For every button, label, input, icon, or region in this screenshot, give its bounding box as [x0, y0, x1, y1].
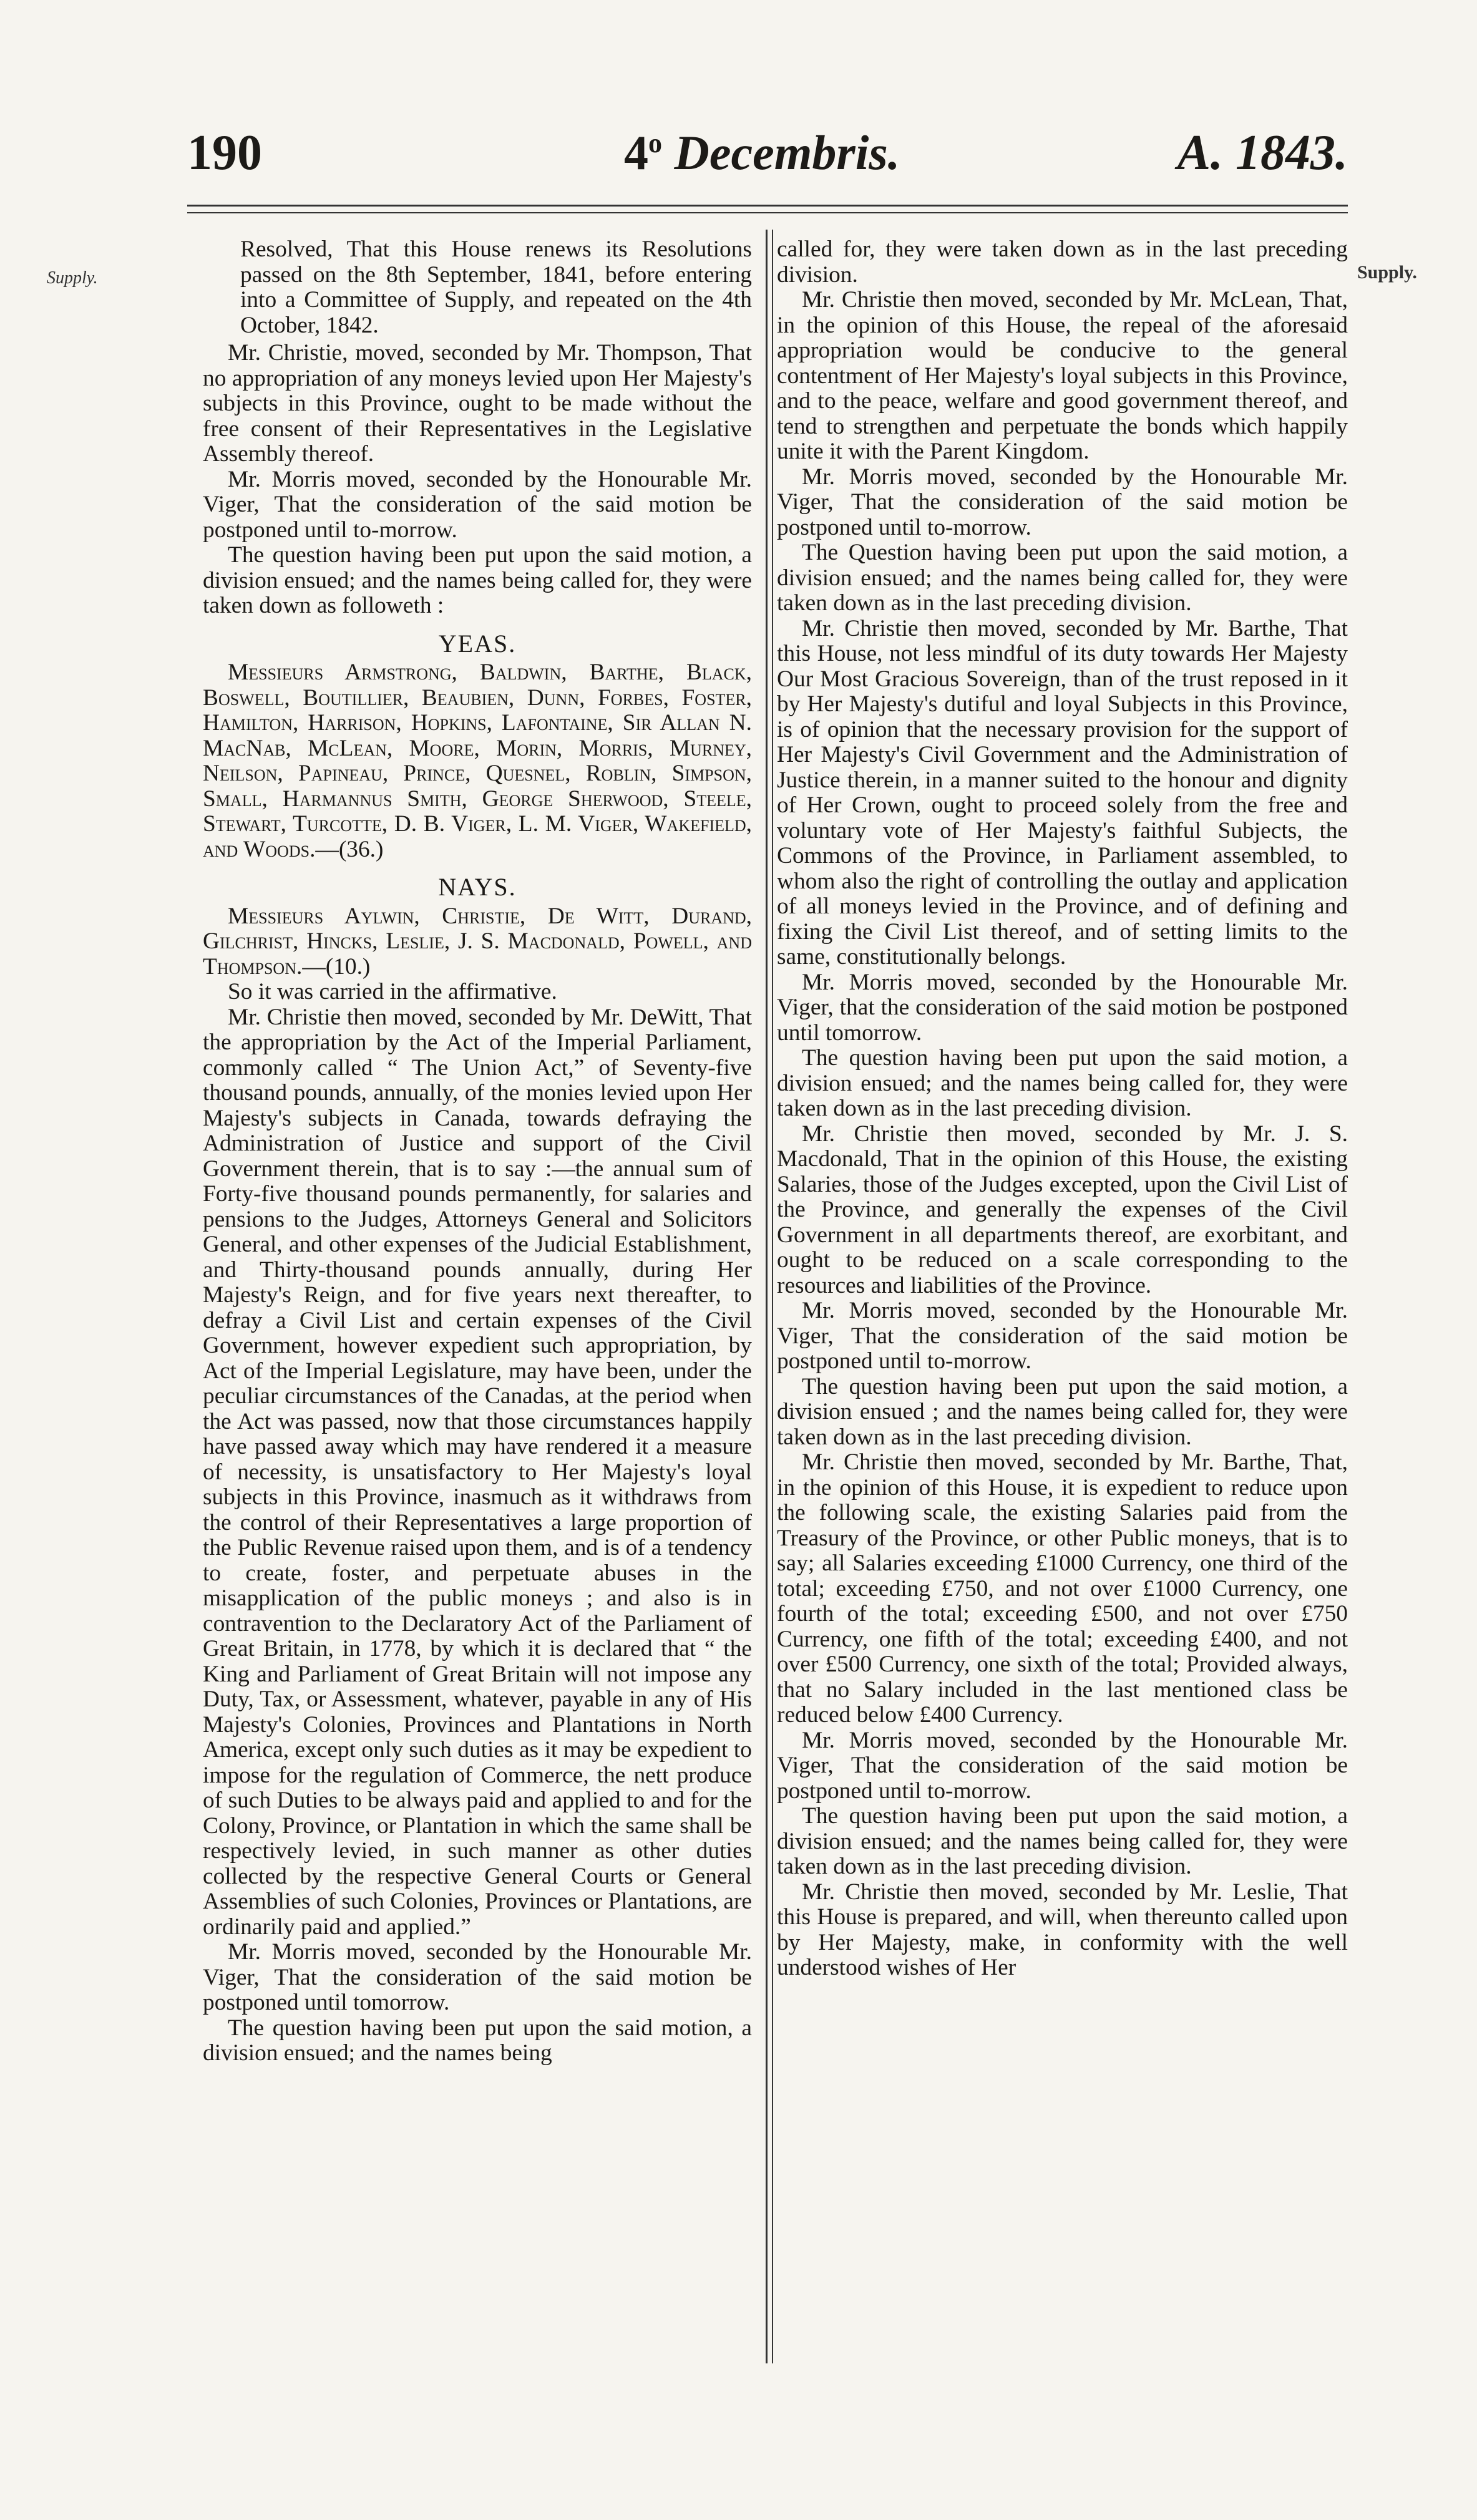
division-paragraph: The Question having been put upon the said motion, a division ensued; and the names being called for, they were taken down as in the last preceding division.: [777, 540, 1348, 616]
motion-paragraph: Mr. Christie then moved, seconded by Mr. J. S. Macdonald, That in the opinion of this House, the existing Salaries, those of the Judges excepted, upon the Civil List of the Province, and generally the expenses of the Civil Government in all departments thereof, are exorbitant, and ought to be reduced on a scale corresponding to the resources and liabilities of the Province.: [777, 1121, 1348, 1298]
postpone-paragraph: Mr. Morris moved, seconded by the Honourable Mr. Viger, That the consideration of the said motion be postponed until to-morrow.: [777, 464, 1348, 540]
date-title: [624, 125, 900, 181]
division-paragraph: The question having been put upon the said motion, a division ensued ; and the names being called for, they were taken down as in the last preceding division.: [777, 1373, 1348, 1450]
date-day: 4: [624, 125, 648, 180]
right-column: [777, 237, 1348, 1981]
motion-paragraph: Mr. Christie then moved, seconded by Mr. Barthe, That, in the opinion of this House, it is expedient to reduce upon the following scale, the existing Salaries paid from the Treasury of the Province, or other Public moneys, that is to say; all Salaries exceeding £1000 Currency, one third of the total; exceeding £750, and not over £1000 Currency, one fourth of the total; exceeding £500, and not over £750 Currency, one fifth of the total; exceeding £400, and not over £500 Currency, one sixth of the total; Provided always, that no Salary included in the last mentioned class be reduced below £400 Currency.: [777, 1449, 1348, 1728]
continuation-paragraph: called for, they were taken down as in the last preceding division.: [777, 236, 1348, 288]
postpone-paragraph: Mr. Morris moved, seconded by the Honourable Mr. Viger, That the consideration of the said motion be postponed until to-morrow.: [777, 1298, 1348, 1374]
margin-note-left: Supply.: [47, 268, 98, 288]
yeas-list: Messieurs Armstrong, Baldwin, Barthe, Black, Boswell, Boutillier, Beaubien, Dunn, Forbes, Foster, Hamilton, Harrison, Hopkins, Lafontaine, Sir Allan N. MacNab, McLean, Moore, Morin, Morris, Murney, Neilson, Papineau, Prince, Quesnel, Roblin, Simpson, Small, Harmannus Smith, George Sherwood, Steele, Stewart, Turcotte, D. B. Viger, L. M. Viger, Wakefield, and Woods.—(36.): [203, 659, 752, 862]
motion-paragraph: Mr. Christie then moved, seconded by Mr. DeWitt, That the appropriation by the Act of the Imperial Parliament, commonly called “ The Union Act,” of Seventy-five thousand pounds, annually, of the monies levied upon Her Majesty's subjects in Canada, towards defraying the Administration of Justice and support of the Civil Government therein, that is to say :—the annual sum of Forty-five thousand pounds permanently, for salaries and pensions to the Judges, Attorneys General and Solicitors General, and other expenses of the Judicial Establishment, and Thirty-thousand pounds annually, during Her Majesty's Reign, and for five years next thereafter, to defray a Civil List and certain expenses of the Civil Government, however expedient such appropriation, by Act of the Imperial Legislature, may have been, under the peculiar circumstances of the Canadas, at the period when the Act was passed, now that those circumstances happily have passed away which may have rendered it a measure of necessity, is unsatisfactory to Her Majesty's loyal subjects in this Province, inasmuch as it withdraws from the control of their Representatives a large proportion of the Public Revenue raised upon them, and is of a tendency to create, foster, and perpetuate abuses in the misapplication of the public moneys ; and also is in contravention to the Declaratory Act of the Parliament of Great Britain, in 1778, by which it is declared that “ the King and Parliament of Great Britain will not impose any Duty, Tax, or Assessment, whatever, payable in any of His Majesty's Colonies, Provinces and Plantations in North America, except only such duties as it may be expedient to impose for the regulation of Commerce, the nett produce of such Duties to be always paid and applied to and for the Colony, Province, or Plantation in which the same shall be respectively levied, in such manner as other duties collected by the respective General Courts or General Assemblies of such Colonies, Provinces or Plantations, are ordinarily paid and applied.”: [203, 1004, 752, 1940]
postpone-paragraph: Mr. Morris moved, seconded by the Honourable Mr. Viger, That the consideration of the said motion be postponed until to-morrow.: [203, 466, 752, 543]
motion-paragraph: Mr. Christie then moved, seconded by Mr. Barthe, That this House, not less mindful of its duty towards Her Majesty Our Most Gracious Sovereign, than of the trust reposed in it by Her Majesty's dutiful and loyal Subjects in this Province, is of opinion that the necessary provision for the support of Her Majesty's Civil Government and the Administration of Justice therein, in a manner suited to the honour and dignity of Her Crown, ought to proceed solely from the free and voluntary vote of Her Majesty's faithful Subjects, the Commons of the Province, in Parliament assembled, to whom also the right of controlling the outlay and application of all moneys levied in the Province, and of defining and fixing the Civil List thereof, and of setting limits to the same, constitutionally belongs.: [777, 615, 1348, 970]
date-day-suffix: o: [648, 128, 662, 158]
division-paragraph: The question having been put upon the said motion, a division ensued; and the names being called for, they were taken down as followeth :: [203, 542, 752, 618]
postpone-paragraph: Mr. Morris moved, seconded by the Honourable Mr. Viger, that the consideration of the said motion be postponed until tomorrow.: [777, 969, 1348, 1046]
yeas-heading: YEAS.: [438, 629, 517, 658]
postpone-paragraph: Mr. Morris moved, seconded by the Honourable Mr. Viger, That the consideration of the said motion be postponed until to-morrow.: [777, 1727, 1348, 1804]
header-rule: [187, 205, 1348, 207]
resolution-paragraph: Resolved, That this House renews its Resolutions passed on the 8th September, 1841, before entering into a Committee of Supply, and repeated on the 4th October, 1842.: [240, 236, 752, 338]
left-column: [203, 237, 752, 2066]
date-month: Decembris.: [674, 125, 900, 180]
page-number: 190: [187, 125, 262, 180]
motion-paragraph: Mr. Christie then moved, seconded by Mr. Leslie, That this House is prepared, and will, when thereunto called upon by Her Majesty, make, in conformity with the well understood wishes of Her: [777, 1879, 1348, 1980]
motion-paragraph: Mr. Christie, moved, seconded by Mr. Thompson, That no appropriation of any moneys levied upon Her Majesty's subjects in this Province, ought to be made without the free consent of their Representatives in the Legislative Assembly thereof.: [203, 340, 752, 467]
division-paragraph: The question having been put upon the said motion, a division ensued; and the names being called for, they were taken down as in the last preceding division.: [777, 1803, 1348, 1879]
margin-note-right: Supply.: [1357, 262, 1417, 283]
year: A. 1843.: [1177, 125, 1348, 180]
column-divider: [766, 230, 768, 2363]
nays-list: Messieurs Aylwin, Christie, De Witt, Durand, Gilchrist, Hincks, Leslie, J. S. Macdonald, Powell, and Thompson.—(10.): [203, 903, 752, 980]
result-paragraph: So it was carried in the affirmative.: [228, 979, 557, 1005]
division-paragraph: The question having been put upon the said motion, a division ensued; and the names being called for, they were taken down as in the last preceding division.: [777, 1045, 1348, 1121]
nays-heading: NAYS.: [438, 873, 517, 901]
page-header: [187, 125, 1348, 187]
header-rule-thin: [187, 212, 1348, 213]
postpone-paragraph: Mr. Morris moved, seconded by the Honourable Mr. Viger, That the consideration of the said motion be postponed until tomorrow.: [203, 1939, 752, 2015]
column-divider-second: [772, 230, 773, 2363]
division-paragraph: The question having been put upon the said motion, a division ensued; and the names being: [203, 2015, 752, 2066]
motion-paragraph: Mr. Christie then moved, seconded by Mr. McLean, That, in the opinion of this House, the repeal of the aforesaid appropriation would be conducive to the general contentment of Her Majesty's loyal subjects in this Province, and to the peace, welfare and good government thereof, and tend to strengthen and perpetuate the bonds which happily unite it with the Parent Kingdom.: [777, 287, 1348, 464]
